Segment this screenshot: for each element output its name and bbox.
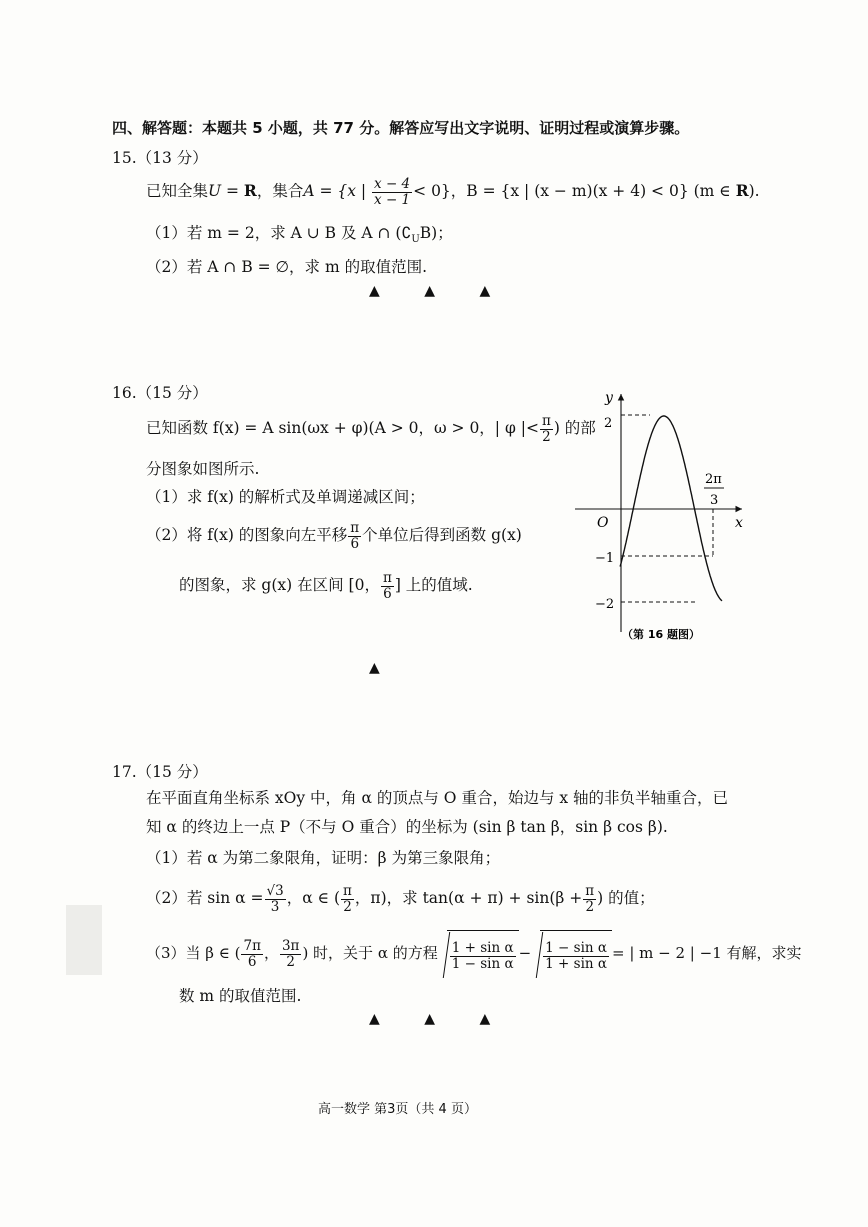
q15-marks: ▲ ▲ ▲ [369,283,491,299]
q16-frac-num: π [541,413,551,430]
q17-header: 17.（15 分） [112,763,208,781]
q16-part2-fraction [348,521,361,550]
q17-part2-frac1-num: √3 [266,883,284,900]
q17-part3-frac1-num: 7π [243,938,261,955]
q16-part2-frac2-den: 6 [383,585,392,602]
q16-marks: ▲ [369,660,380,676]
x-tick-num: 2π [705,472,722,487]
x-axis-label: x [735,515,743,531]
q15-part1 [146,221,453,245]
q16-part2-c: 的图象，求 g(x) 在区间 [0， [179,576,380,594]
q15-U: U = [208,182,244,200]
q17-part2-frac2-num: π [343,883,352,900]
q15-part1-text: （1）若 m = 2，求 A ∪ B 及 A ∩ (∁ [146,224,412,242]
q16-part1: （1）求 f(x) 的解析式及单调递减区间； [146,488,425,506]
q15-part1-end: B)； [419,224,453,242]
q17-part3-sqrt1-den: 1 − sin α [451,955,514,972]
q17-part3-line2: 数 m 的取值范围. [179,987,302,1005]
q15-fraction [372,177,412,206]
q17-part3-sqrt1-num: 1 + sin α [451,940,514,957]
q17-line2: 知 α 的终边上一点 P（不与 O 重合）的坐标为 (sin β tan β，sin β cos β). [146,818,668,836]
q16-stem-a: 已知函数 f(x) = A sin(ωx + φ)(A > 0，ω > 0，| φ |< [146,419,539,437]
q16-graph [570,382,760,644]
q17-part3-a: （3）当 β ∈ ( [146,944,241,962]
scan-blemish [66,905,102,975]
section-title: 四、解答题：本题共 5 小题，共 77 分。解答应写出文字说明、证明过程或演算步骤。 [112,119,690,137]
q15-stem-c: < 0}，B = {x | (x − m)(x + 4) < 0} (m ∈ [413,182,736,200]
origin-label: O [597,515,609,531]
q16-header: 16.（15 分） [112,384,208,402]
q17-part3-c: = | m − 2 | −1 有解，求实 [612,944,802,962]
q16-part2-frac-den: 6 [350,535,360,552]
q17-part2-frac3-num: π [585,883,595,900]
q17-part3-sqrt1 [438,930,519,978]
q16-stem [146,408,596,448]
q17-part2-frac2 [341,884,354,913]
q17-part3-sqrt2-frac [543,941,609,970]
q17-part2 [146,876,655,920]
q16-part2-frac-num: π [350,520,360,537]
q17-part2-d: ) 的值； [597,889,655,907]
q15-frac-den: x − 1 [374,191,411,208]
q17-part2-a: （2）若 sin α = [146,889,264,907]
figure-caption: （第 16 题图） [622,628,700,641]
q15-stem [146,171,760,211]
y-tick-neg2: −2 [595,597,615,612]
q17-part2-frac1-den: 3 [270,898,280,915]
q17-part3-frac1 [241,939,262,968]
q17-part3-b: ) 时，关于 α 的方程 [302,944,438,962]
q15-part1-sub: U [411,234,420,246]
q16-part2-frac2-num: π [382,570,392,587]
q16-part2-b: 个单位后得到函数 g(x) [362,526,522,544]
q15-part2: （2）若 A ∩ B = ∅，求 m 的取值范围. [146,258,428,276]
q15-R1: R [243,181,257,200]
y-tick-2: 2 [604,416,613,431]
q17-part2-c: ，π)，求 tan(α + π) + sin(β + [354,889,583,907]
q17-part3-frac2-den: 2 [286,953,295,970]
q17-part3-frac1-den: 6 [247,953,257,970]
q17-part3-frac2-num: 3π [281,938,300,955]
q17-marks: ▲ ▲ ▲ [369,1011,491,1027]
q17-part3-sqrt2 [531,930,612,978]
q16-fraction [540,414,553,443]
x-tick-den: 3 [710,493,719,508]
q17-part3-sep: ， [263,944,279,962]
q17-line1: 在平面直角坐标系 xOy 中，角 α 的顶点与 O 重合，始边与 x 轴的非负半轴重合，已 [146,789,729,807]
q15-header: 15.（13 分） [112,149,208,167]
q17-part3-sqrt2-num: 1 − sin α [545,940,607,957]
q16-stem-b: ) 的部 [553,419,596,437]
q17-part3-frac2 [280,939,301,968]
q17-part3-minus: − [518,944,532,962]
q15-A: A = {x | [303,182,372,200]
q17-part2-frac2-den: 2 [343,898,352,915]
q15-stem-a: 已知全集 [146,182,209,200]
q15-stem-b: ，集合 [256,182,304,200]
q15-R2: R [735,181,749,200]
q16-part2 [146,515,522,555]
q17-part3-sqrt1-frac [450,941,516,970]
q17-part3-sqrt2-den: 1 + sin α [545,955,607,972]
q16-part2-a: （2）将 f(x) 的图象向左平移 [146,526,348,544]
q17-part2-frac1 [265,884,286,913]
q16-part2-fraction2 [381,571,394,600]
q17-part2-b: ，α ∈ ( [286,889,341,907]
q16-part2-line2 [179,565,473,605]
y-tick-neg1: −1 [595,551,615,566]
page-footer: 高一数学 第3页（共 4 页） [318,1102,477,1117]
q17-part2-frac3-den: 2 [585,898,595,915]
q16-part2-d: ] 上的值域. [394,576,473,594]
q15-frac-num: x − 4 [374,176,411,193]
q16-stem-line2: 分图象如图所示. [146,460,260,478]
q17-part2-frac3 [583,884,596,913]
q16-frac-den: 2 [542,428,551,445]
q15-close: ). [748,182,760,200]
sine-curve [620,416,722,601]
q17-part1: （1）若 α 为第二象限角，证明：β 为第三象限角； [146,849,501,867]
y-axis-label: y [605,390,613,406]
q17-part3 [146,930,802,978]
